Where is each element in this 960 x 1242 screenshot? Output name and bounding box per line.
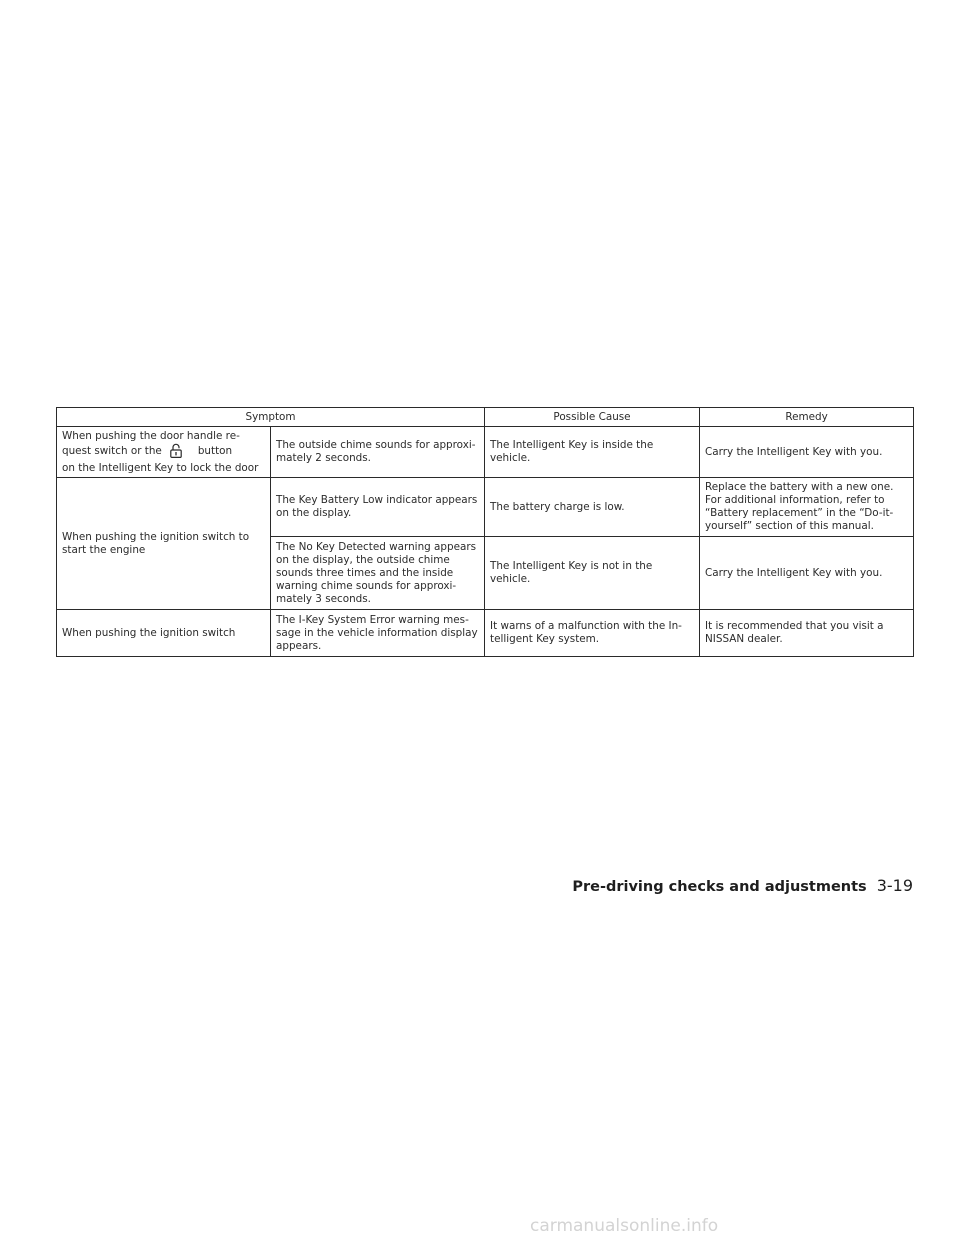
header-possible-cause: Possible Cause (485, 408, 700, 427)
cause-cell: The battery charge is low. (485, 478, 700, 537)
condition-cell: The I-Key System Error warning mes- sage in the vehicle information display appears. (271, 610, 485, 657)
page-number: 3-19 (876, 876, 913, 895)
lock-icon (170, 443, 182, 462)
condition-cell: The outside chime sounds for approxi- mately 2 seconds. (271, 427, 485, 478)
symptom-cell: When pushing the ignition switch to start the engine (57, 478, 271, 610)
table-header-row (57, 408, 914, 427)
remedy-cell: Carry the Intelligent Key with you. (700, 427, 914, 478)
cause-cell: The Intelligent Key is inside the vehicle. (485, 427, 700, 478)
page-footer (572, 876, 913, 895)
symptom-line (62, 443, 265, 462)
condition-cell: The Key Battery Low indicator appears on the display. (271, 478, 485, 537)
table-row (57, 478, 914, 537)
cause-cell: The Intelligent Key is not in the vehicle. (485, 537, 700, 610)
table-row (57, 610, 914, 657)
symptom-line: on the Intelligent Key to lock the door (62, 461, 259, 474)
section-title: Pre-driving checks and adjustments (572, 879, 867, 895)
symptom-cell: When pushing the ignition switch (57, 610, 271, 657)
symptom-cell (57, 427, 271, 478)
troubleshooting-table (56, 407, 914, 657)
remedy-cell: Replace the battery with a new one. For additional information, refer to “Battery replacement” in the “Do-it-yourself” section of this manual. (700, 478, 914, 537)
symptom-line: When pushing the door handle re- (62, 429, 240, 442)
remedy-cell: It is recommended that you visit a NISSAN dealer. (700, 610, 914, 657)
condition-cell: The No Key Detected warning appears on the display, the outside chime sounds three times and the inside warning chime sounds for approxi- mately 3 seconds. (271, 537, 485, 610)
cause-cell: It warns of a malfunction with the In- telligent Key system. (485, 610, 700, 657)
symptom-text: quest switch or the (62, 444, 162, 457)
header-remedy: Remedy (700, 408, 914, 427)
table-row (57, 427, 914, 478)
symptom-text: button (197, 444, 233, 457)
watermark[interactable]: carmanualsonline.info (530, 1216, 719, 1236)
remedy-cell: Carry the Intelligent Key with you. (700, 537, 914, 610)
header-symptom: Symptom (57, 408, 485, 427)
